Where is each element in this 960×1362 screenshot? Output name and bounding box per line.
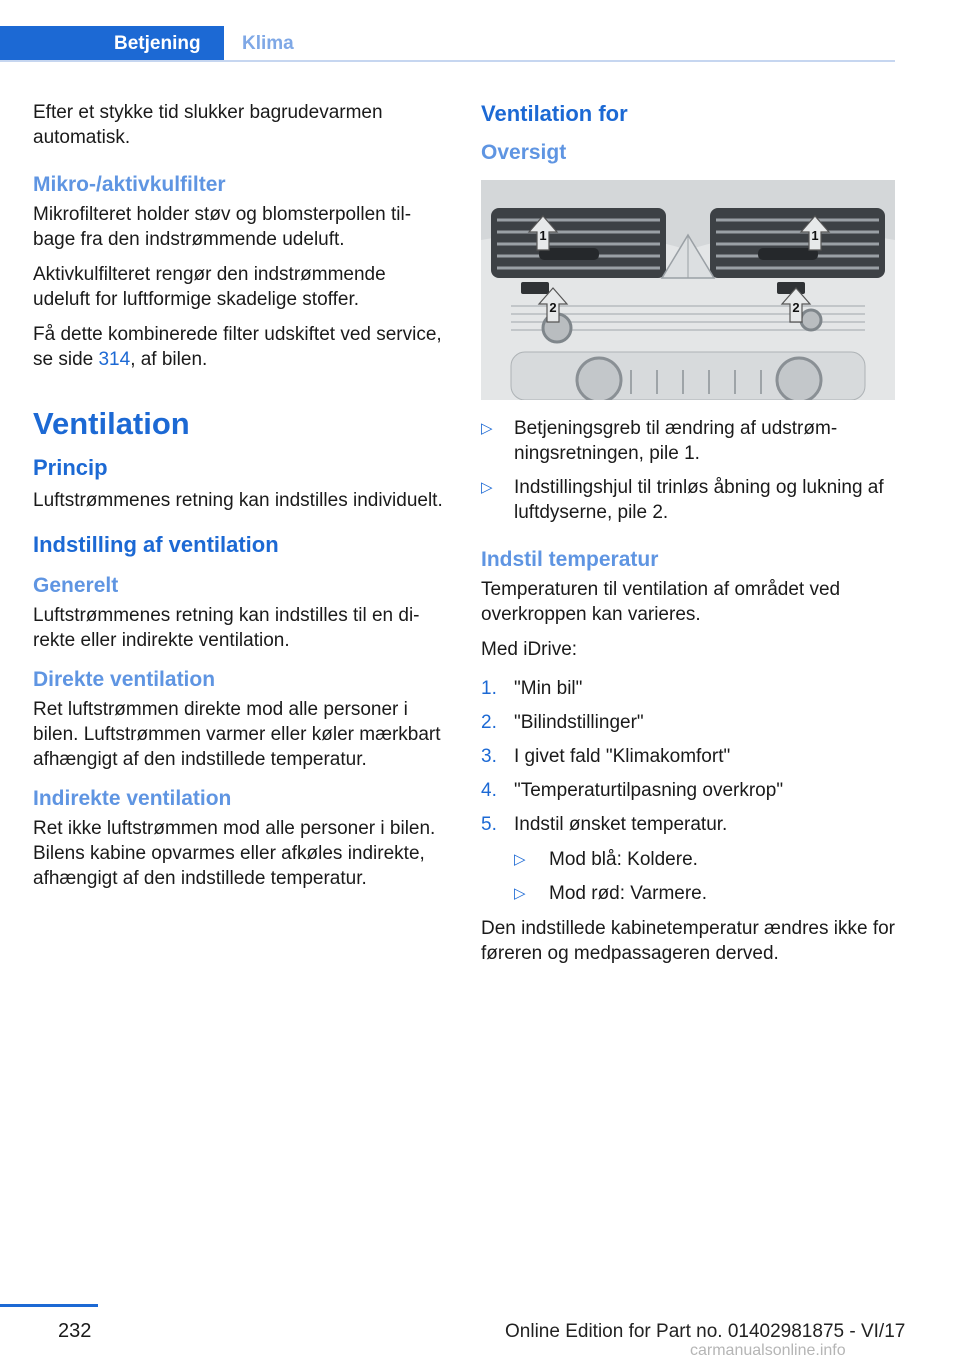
- header-divider: [0, 60, 895, 62]
- arrow-label-1-right: 1: [811, 228, 819, 243]
- list-item: [481, 475, 895, 525]
- right-column: [481, 100, 895, 976]
- setting-heading: Indstilling af ventilation: [33, 532, 279, 557]
- direct-heading: Direkte ventilation: [33, 668, 216, 691]
- air-vent-illustration: [481, 180, 895, 400]
- general-heading: Generelt: [33, 574, 119, 597]
- edition-footer: Online Edition for Part no. 01402981875 - VI/17: [505, 1321, 906, 1342]
- overview-heading: Oversigt: [481, 141, 567, 164]
- step-item: [481, 710, 895, 735]
- princip-heading: Princip: [33, 455, 108, 480]
- step-item: [481, 744, 895, 769]
- idrive-steps: [481, 676, 895, 906]
- figure-legend-list: [481, 416, 895, 525]
- chapter-title: Ventilation: [33, 406, 190, 441]
- page-number: 232: [58, 1320, 92, 1342]
- triangle-bullet-icon: ▷: [514, 851, 526, 868]
- step-number: 5.: [481, 814, 497, 835]
- list-item-text: Mod blå: Koldere.: [549, 849, 698, 870]
- tab-klima[interactable]: Klima: [242, 33, 294, 54]
- vent-figure: [481, 180, 895, 400]
- temp-paragraph: Temperaturen til ventilation af området ved overkroppen kan varieres.: [481, 579, 841, 625]
- triangle-bullet-icon: ▷: [514, 885, 526, 902]
- intro-paragraph: Efter et stykke tid slukker bagrudevarmen automatisk.: [33, 102, 383, 148]
- watermark: carmanualsonline.info: [690, 1342, 846, 1359]
- step-item: [481, 778, 895, 803]
- arrow-label-2-right: 2: [792, 300, 800, 315]
- step-text: I givet fald "Klimakomfort": [514, 746, 731, 767]
- indirect-paragraph: Ret ikke luftstrømmen mod alle personer i bilen. Bilens kabine opvarmes eller afkøles indirekte, afhængigt af den indstillede temperatur.: [33, 818, 436, 889]
- arrow-label-1-left: 1: [539, 228, 547, 243]
- tab-betjening[interactable]: Betjening: [0, 26, 224, 61]
- direct-paragraph: Ret luftstrømmen direkte mod alle personer i bilen. Luftstrømmen varmer eller køler mærkbart afhængigt af den indstillede temperatur.: [33, 699, 441, 770]
- filter-paragraph-2: Aktivkulfilteret rengør den indstrømmende udeluft for luftformige skadelige stoffer.: [33, 264, 386, 310]
- vent-heading: Ventilation for: [481, 101, 628, 126]
- page-header: [0, 0, 960, 62]
- general-paragraph: Luftstrømmenes retning kan indstilles til en direkte eller indirekte ventilation.: [33, 605, 420, 651]
- step-number: 1.: [481, 678, 497, 699]
- page-number-rule: [0, 1304, 98, 1307]
- filter-heading: Mikro-/aktivkulfilter: [33, 173, 226, 196]
- left-column: [33, 100, 445, 901]
- triangle-bullet-icon: ▷: [481, 420, 493, 437]
- filter-paragraph-1: Mikrofilteret holder støv og blomsterpollen tilbage fra den indstrømmende udeluft.: [33, 204, 412, 250]
- idrive-label: Med iDrive:: [481, 639, 578, 660]
- step-number: 2.: [481, 712, 497, 733]
- filter-text-before: Få dette kombinerede filter udskiftet ved service, se side: [33, 324, 442, 370]
- step-number: 3.: [481, 746, 497, 767]
- filter-text-after: , af bilen.: [130, 349, 208, 370]
- list-item: [514, 881, 895, 906]
- triangle-bullet-icon: ▷: [481, 479, 493, 496]
- step-text: "Min bil": [514, 678, 583, 699]
- temp-heading: Indstil temperatur: [481, 548, 659, 571]
- step-text: "Bilindstillinger": [514, 712, 644, 733]
- list-item-text: Mod rød: Varmere.: [549, 883, 708, 904]
- list-item-text: Betjeningsgreb til ændring af udstrømningsretningen, pile 1.: [514, 418, 838, 464]
- step-text: Indstil ønsket temperatur.: [514, 814, 728, 835]
- arrow-label-2-left: 2: [549, 300, 557, 315]
- temperature-direction-list: [514, 847, 895, 906]
- step-text: "Temperaturtilpasning overkrop": [514, 780, 784, 801]
- step-item: [481, 676, 895, 701]
- indirect-heading: Indirekte ventilation: [33, 787, 232, 810]
- list-item: [514, 847, 895, 872]
- closing-paragraph: Den indstillede kabinetemperatur ændres ikke for føreren og medpassageren derved.: [481, 918, 895, 964]
- filter-paragraph-3: [33, 322, 445, 372]
- page-link-314[interactable]: 314: [98, 349, 131, 370]
- list-item: [481, 416, 895, 466]
- princip-paragraph: Luftstrømmenes retning kan indstilles individuelt.: [33, 490, 443, 511]
- step-number: 4.: [481, 780, 497, 801]
- list-item-text: Indstillingshjul til trinløs åbning og lukning af luftdyserne, pile 2.: [514, 477, 884, 523]
- step-item: [481, 812, 895, 906]
